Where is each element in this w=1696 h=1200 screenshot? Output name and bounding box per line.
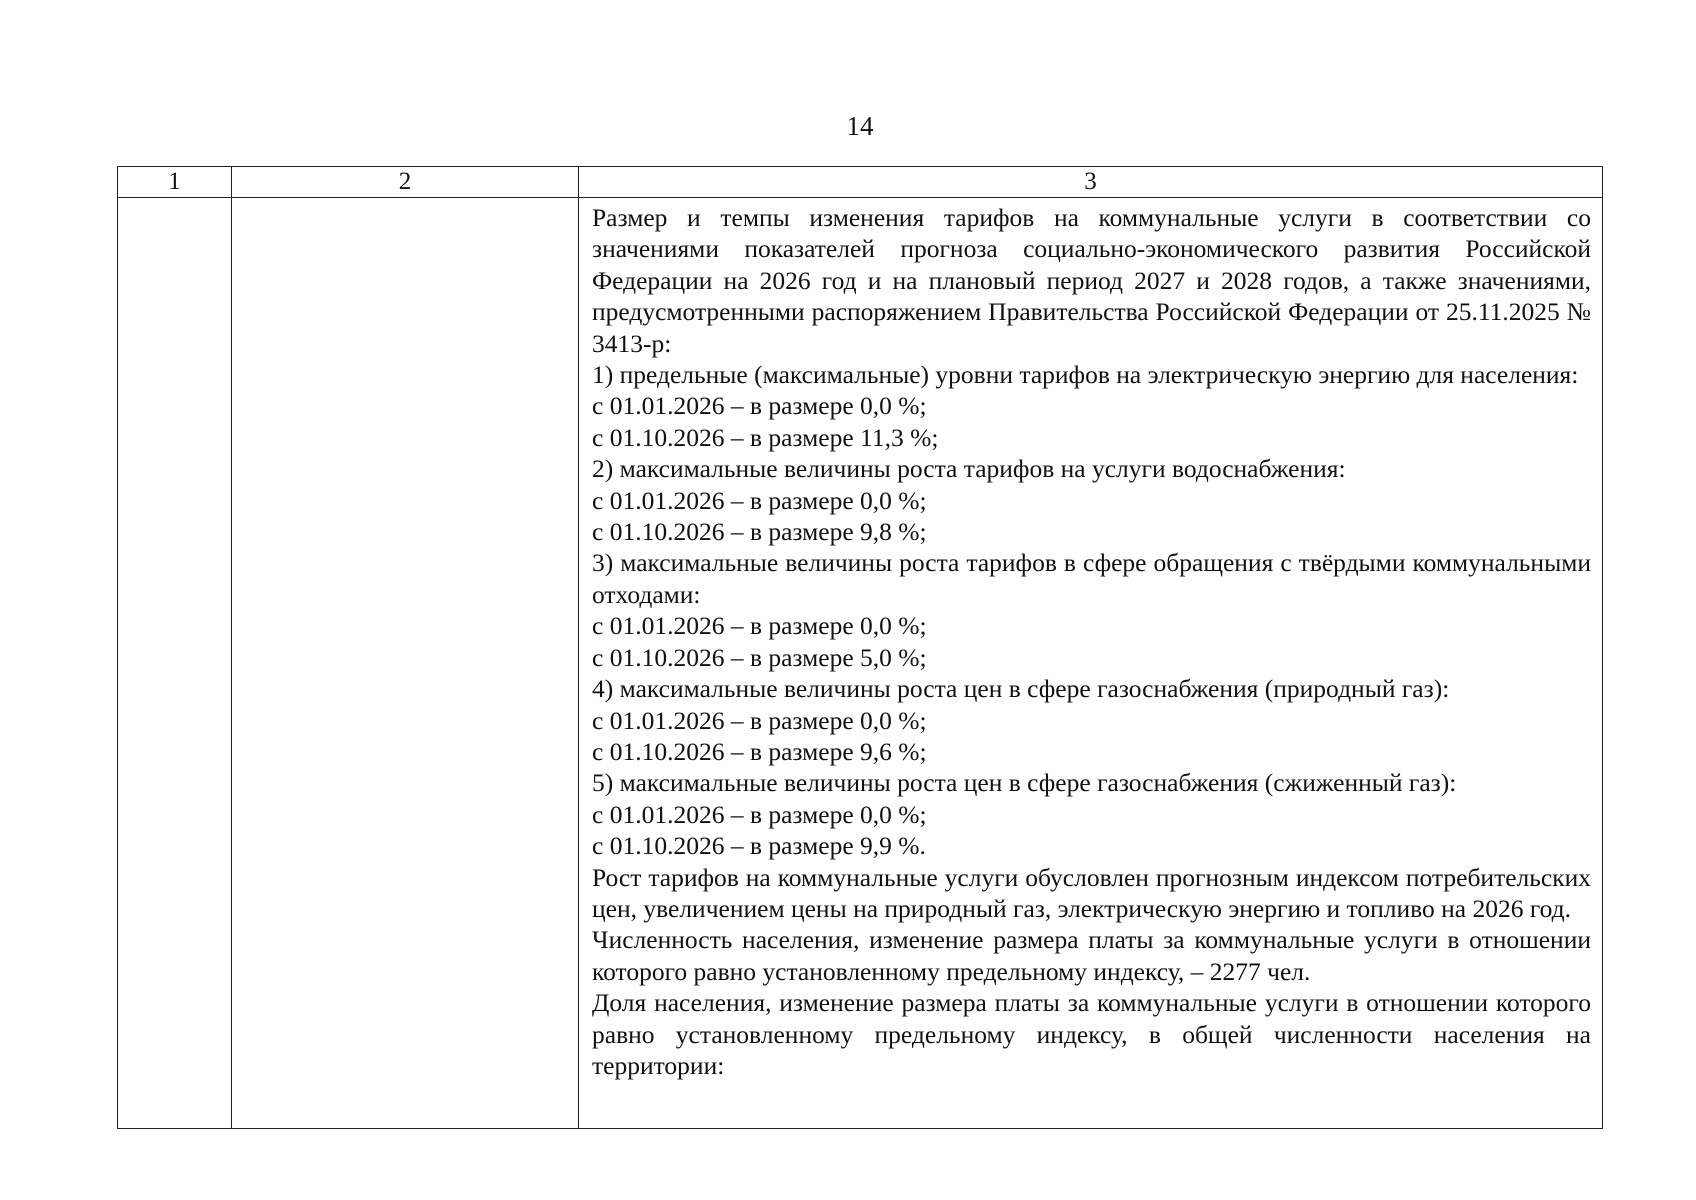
paragraph: с 01.01.2026 – в размере 0,0 %; (592, 705, 927, 735)
paragraph: Размер и темпы изменения тарифов на коммунальные услуги в соответствии со значениями показателей прогноза социально-экономического развития Российской Федерации на 2026 год и на плановый период 2027 и 2028 годов, а также значениями, предусмотренными распоряжением Правительства Российской Федерации от 25.11.2025 № 3413-р: (592, 203, 1591, 358)
column-header-1: 1 (118, 167, 232, 198)
paragraph: Рост тарифов на коммунальные услуги обусловлен прогнозным индексом потребительских цен, увеличением цены на природный газ, электрическую энергию и топливо на 2026 год. (592, 862, 1591, 923)
table-cell-col3 (579, 198, 1603, 1129)
table-cell-col1 (118, 198, 232, 1129)
paragraph: с 01.10.2026 – в размере 9,8 %; (592, 517, 927, 547)
page-number: 14 (846, 111, 874, 141)
paragraph: с 01.10.2026 – в размере 5,0 %; (592, 642, 927, 672)
paragraph: Численность населения, изменение размера платы за коммунальные услуги в отношении которого равно установленному предельному индексу, – 2277 чел. (592, 925, 1591, 986)
paragraph: с 01.01.2026 – в размере 0,0 %; (592, 799, 927, 829)
paragraph: 3) максимальные величины роста тарифов в сфере обращения с твёрдыми коммунальными отходами: (592, 548, 1591, 609)
paragraph: с 01.01.2026 – в размере 0,0 %; (592, 485, 927, 515)
column-header-3: 3 (579, 167, 1603, 198)
cell-text-block (592, 202, 1591, 1081)
paragraph: с 01.01.2026 – в размере 0,0 %; (592, 391, 927, 421)
table-row (118, 198, 1603, 1129)
paragraph: с 01.10.2026 – в размере 9,6 %; (592, 736, 927, 766)
paragraph: 2) максимальные величины роста тарифов на услуги водоснабжения: (592, 454, 1346, 484)
paragraph: с 01.10.2026 – в размере 9,9 %. (592, 831, 926, 861)
paragraph: Доля населения, изменение размера платы за коммунальные услуги в отношении которого равно установленному предельному индексу, в общей численности населения на территории: (592, 988, 1591, 1080)
paragraph: 1) предельные (максимальные) уровни тарифов на электрическую энергию для населения: (592, 360, 1579, 390)
document-table (117, 166, 1603, 1129)
table-cell-col2 (232, 198, 579, 1129)
paragraph: с 01.01.2026 – в размере 0,0 %; (592, 611, 927, 641)
column-header-2: 2 (232, 167, 579, 198)
paragraph: с 01.10.2026 – в размере 11,3 %; (592, 422, 939, 452)
paragraph: 5) максимальные величины роста цен в сфере газоснабжения (сжиженный газ): (592, 768, 1457, 798)
paragraph: 4) максимальные величины роста цен в сфере газоснабжения (природный газ): (592, 674, 1450, 704)
table-header-row (118, 167, 1603, 198)
